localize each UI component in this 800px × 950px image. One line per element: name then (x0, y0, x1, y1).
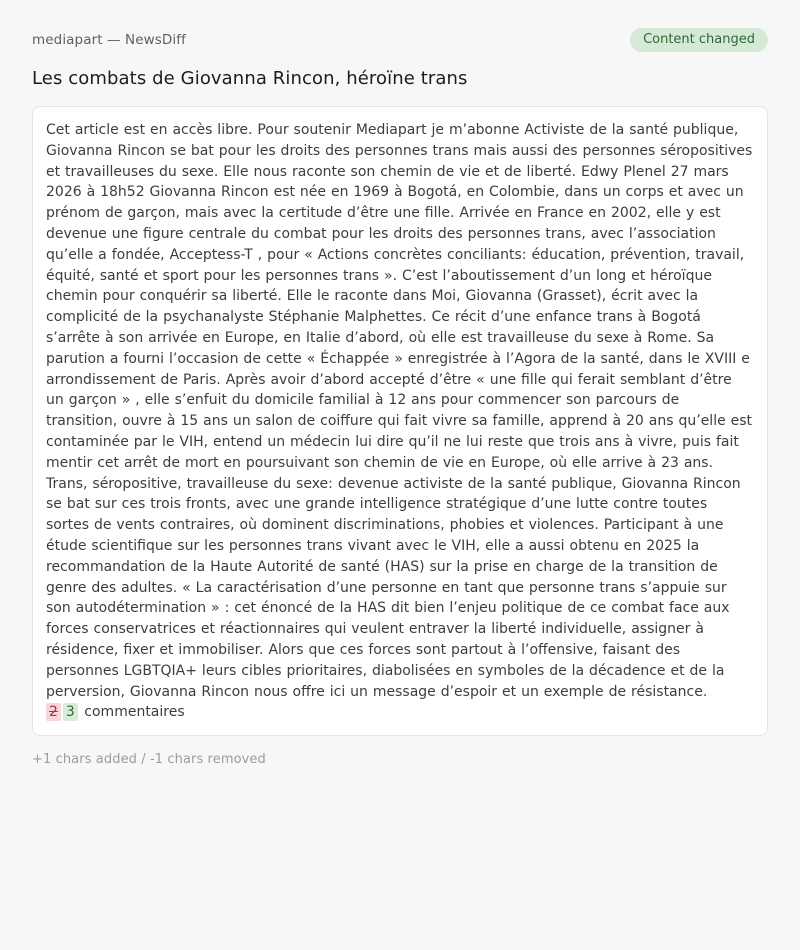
article-body: Cet article est en accès libre. Pour soutenir Mediapart je m’abonne Activiste de la santé publique, Giovanna Rincon se bat pour les droits des personnes trans mais aussi des personnes séropositives et travailleuses du sexe. Elle nous raconte son chemin de vie et de liberté. Edwy Plenel 27 mars 2026 à 18h52 Giovanna Rincon est née en 1969 à Bogotá, en Colombie, dans un corps et avec un prénom de garçon, mais avec la certitude d’être une fille. Arrivée en France en 2002, elle y est devenue une figure centrale du combat pour les droits des personnes trans, avec l’association qu’elle a fondée, Acceptess-T , pour « Actions concrètes conciliants: éducation, prévention, travail, équité, santé et sport pour les personnes trans ». C’est l’aboutissement d’un long et héroïque chemin pour conquérir sa liberté. Elle le raconte dans Moi, Giovanna (Grasset), écrit avec la complicité de la psychanalyste Stéphanie Malphettes. Ce récit d’une enfance trans à Bogotá s’arrête à son arrivée en Europe, en Italie d’abord, où elle est travailleuse du sexe à Rome. Sa parution a fourni l’occasion de cette « Échappée » enregistrée à l’Agora de la santé, dans le XVIII e arrondissement de Paris. Après avoir d’abord accepté d’être « une fille qui ferait semblant d’être un garçon » , elle s’enfuit du domicile familial à 12 ans pour commencer son parcours de transition, ouvre à 15 ans un salon de coiffure qui fait vivre sa famille, apprend à 20 ans qu’elle est contaminée par le VIH, entend un médecin lui dire qu’il ne lui reste que trois ans à vivre, puis fait mentir cet arrêt de mort en poursuivant son chemin de vie en Europe, où elle arrive à 23 ans. Trans, séropositive, travailleuse du sexe: devenue activiste de la santé publique, Giovanna Rincon se bat sur ces trois fronts, avec une grande intelligence stratégique d’une lutte contre toutes sortes de vents contraires, où dominent discriminations, phobies et violences. Participant à une étude scientifique sur les personnes trans vivant avec le VIH, elle a aussi obtenu en 2025 la recommandation de la Haute Autorité de santé (HAS) sur la prise en charge de la transition de genre des adultes. « La caractérisation d’une personne en tant que personne trans s’appuie sur son autodétermination » : cet énoncé de la HAS dit bien l’enjeu politique de ce combat face aux forces conservatrices et réactionnaires qui veulent entraver la liberté individuelle, assigner à résidence, fixer et immobiliser. Alors que ces forces sont partout à l’offensive, faisant des personnes LGBTQIA+ leurs cibles prioritaires, diabolisées en symboles de la décadence et de la perversion, Giovanna Rincon nous offre ici un message d’espoir et un exemple de résistance. (46, 122, 753, 700)
comments-label: commentaires (84, 704, 185, 721)
status-badge: Content changed (630, 28, 768, 52)
page-title: Les combats de Giovanna Rincon, héroïne trans (32, 68, 468, 89)
diff-added-value: 3 (63, 703, 78, 721)
article-diff-card (32, 106, 768, 736)
diff-removed-value: 2 (46, 703, 61, 721)
comments-diff-line (46, 702, 754, 723)
diff-summary: +1 chars added / -1 chars removed (32, 752, 266, 768)
header (32, 28, 768, 52)
site-breadcrumb: mediapart — NewsDiff (32, 32, 186, 48)
